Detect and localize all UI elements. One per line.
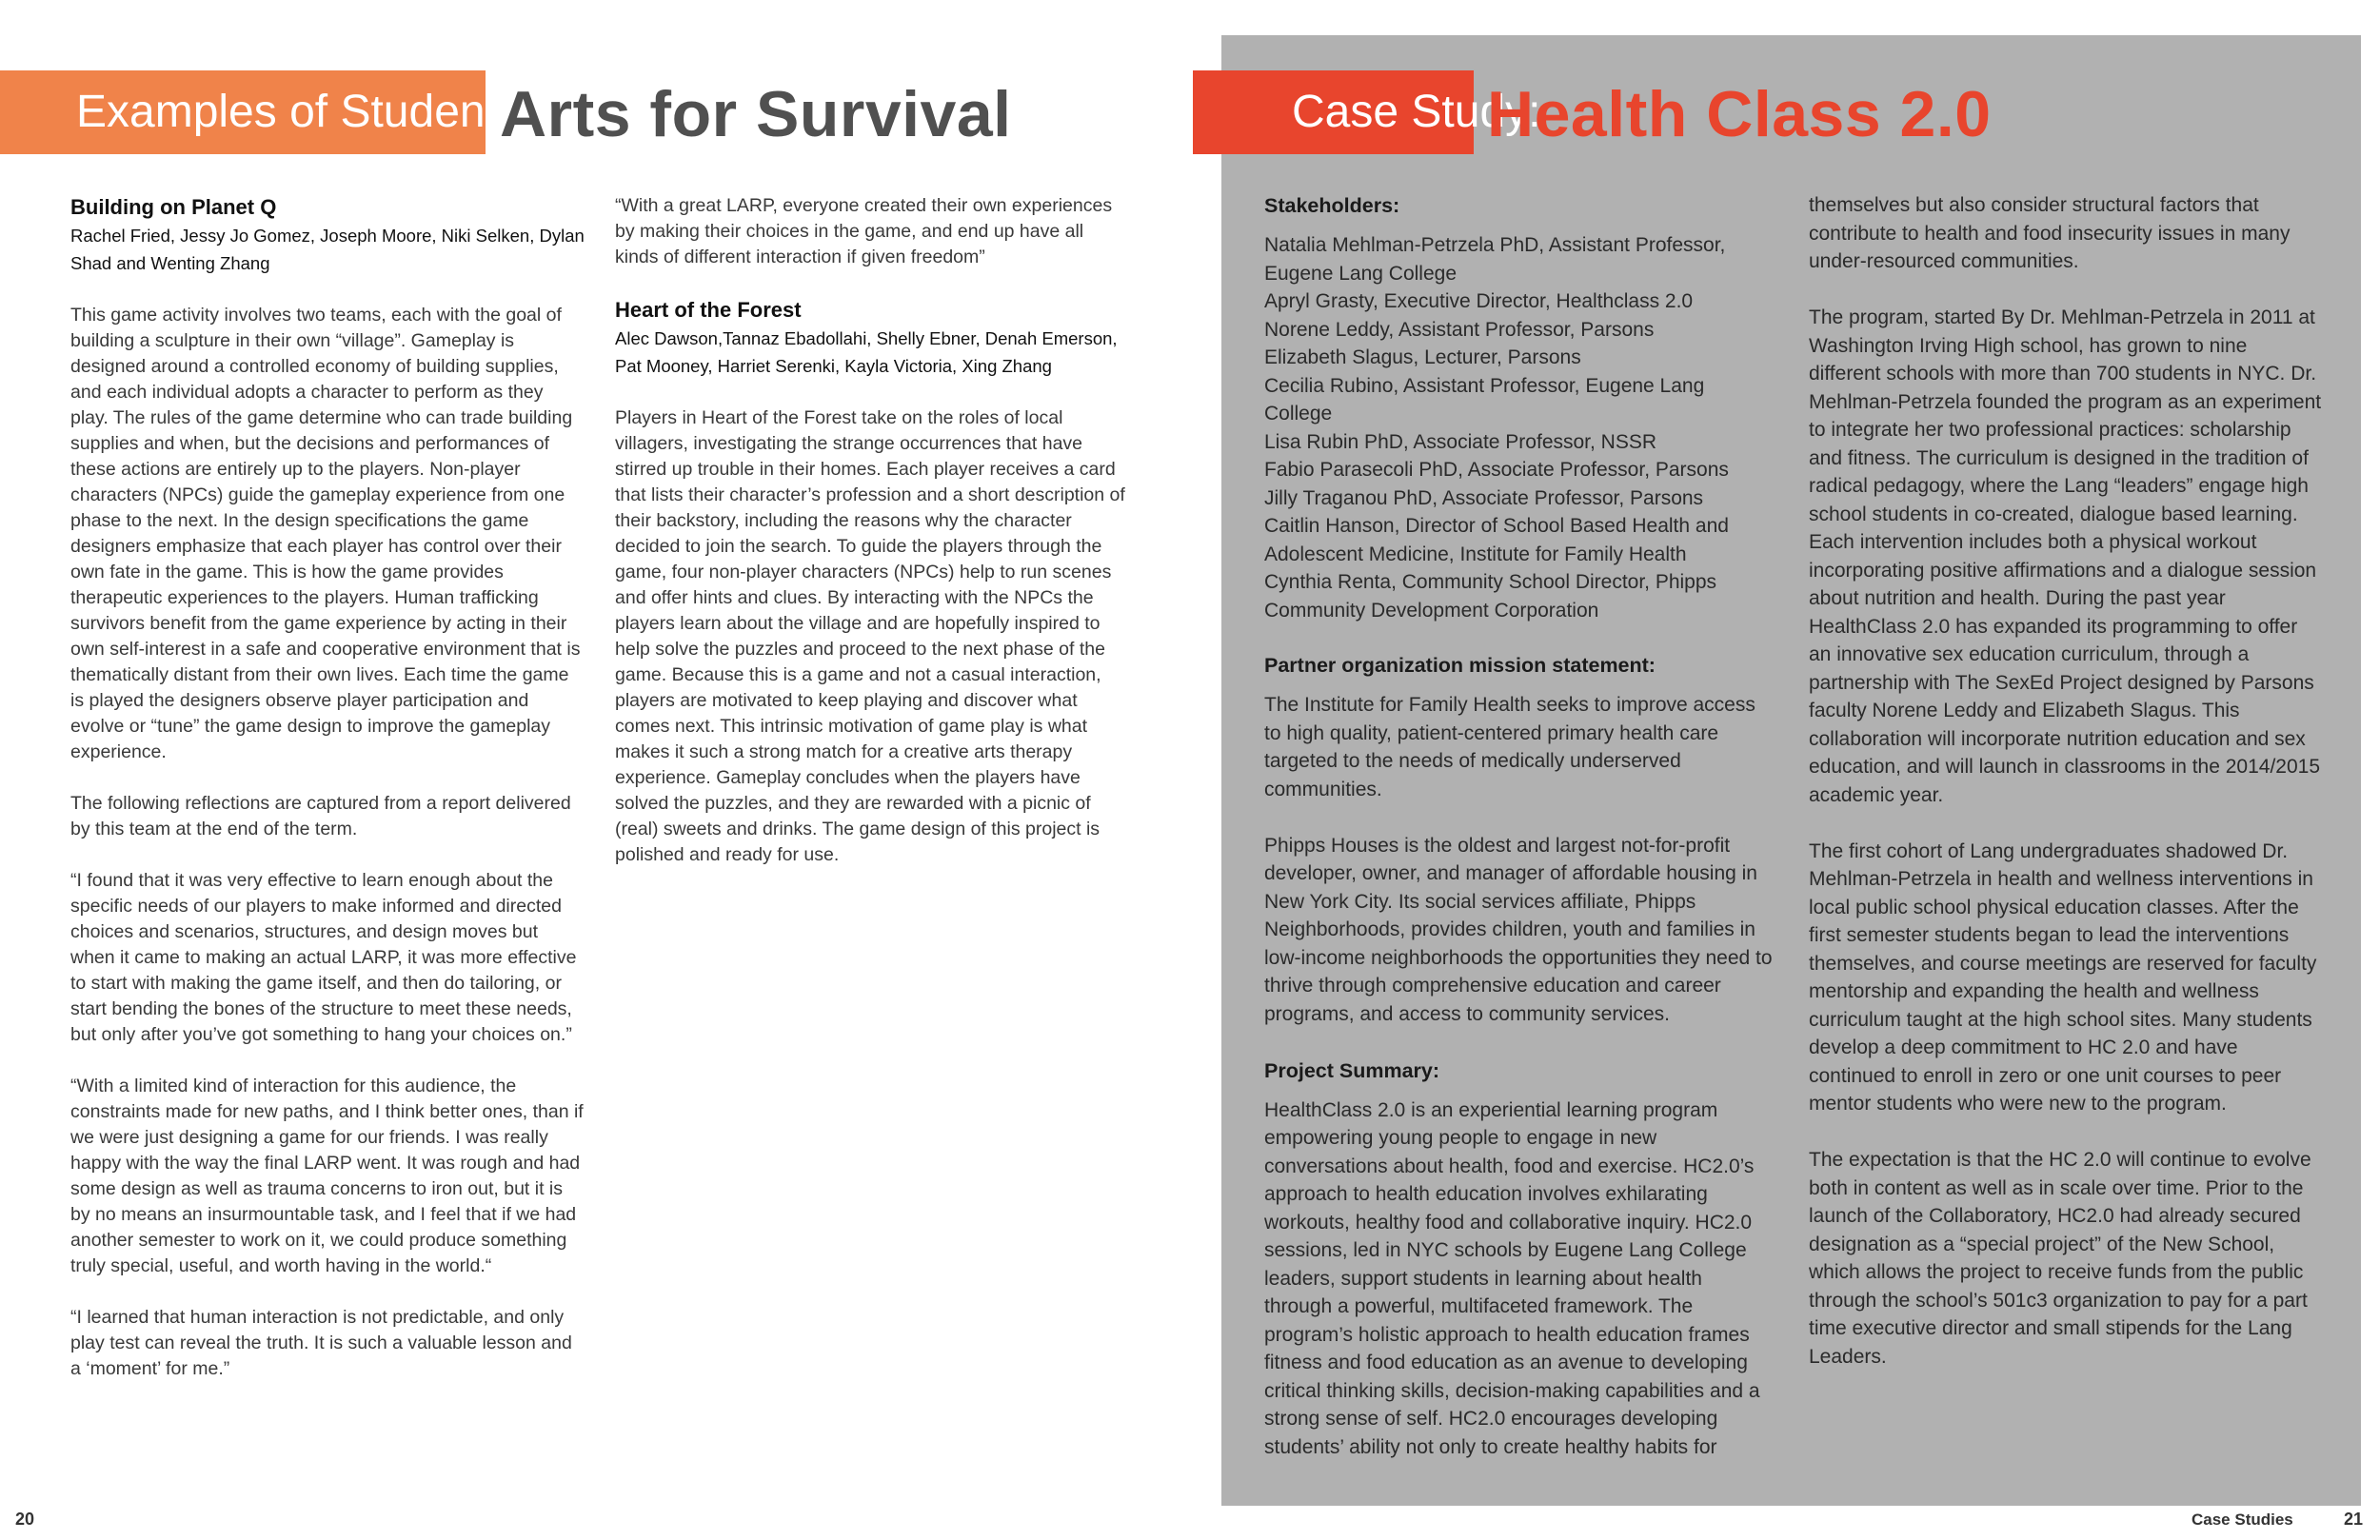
paragraph: The Institute for Family Health seeks to improve access to high quality, patient-centered primary health care targeted to the needs of medically underserved communities. [1264, 694, 1755, 800]
case-study-title: Health Class 2.0 [1487, 78, 1992, 150]
list-item: Norene Leddy, Assistant Professor, Parsons [1264, 318, 1655, 341]
paragraph: This game activity involves two teams, each with the goal of building a sculpture in their own “village”. Gameplay is designed around a controlled economy of building supplies, and each individual adopts a character to perform as they play. The rules of the game determine who can trade building supplies and when, but the decisions and performances of these actions are entirely up to the players. Non-player characters (NPCs) guide the gameplay experience from one phase to the next. In the design specifications the game designers emphasize that each player has control over their own fate in the game. This is how the game provides therapeutic experiences to the players. Human trafficking survivors benefit from the game experience by acting in their own self-interest in a safe and cooperative environment that is thematically distant from their own lives. Each time the game is played the designers observe player participation and evolve or “tune” the game design to improve the gameplay experience. [70, 305, 581, 762]
section-heading: Building on Planet Q [70, 195, 277, 219]
mission-heading: Partner organization mission statement: [1264, 654, 1656, 677]
footer-section-label: Case Studies [2192, 1510, 2293, 1529]
quote: “I learned that human interaction is not predictable, and only play test can reveal the truth. It is such a valuable lesson and a ‘moment’ for me.” [70, 1307, 572, 1379]
quote: “With a limited kind of interaction for this audience, the constraints made for new paths, and I think better ones, than if we were just designing a game for our friends. I was really happy with the way the final LARP went. It was rough and had some design as well as trauma concerns to iron out, but it is by no means an insurmountable task, and I feel that if we had another semester to work on it, we could produce something truly special, useful, and worth having in the world.“ [70, 1076, 584, 1276]
quote: “With a great LARP, everyone created their own experiences by making their choices in the game, and end up have all kinds of different interaction if given freedom” [615, 195, 1113, 267]
list-item: Lisa Rubin PhD, Associate Professor, NSSR [1264, 430, 1657, 453]
list-item: Caitlin Hanson, Director of School Based Health and Adolescent Medicine, Institute for Family Health [1264, 515, 1729, 565]
paragraph: Players in Heart of the Forest take on the roles of local villagers, investigating the strange occurrences that have stirred up trouble in their homes. Each player receives a card that lists their character’s profession and a short description of their backstory, including the reasons why the character decided to join the search. To guide the players through the game, four non-player characters (NPCs) help to run scenes and offer hints and clues. By interacting with the NPCs the players learn about the village and are hopefully inspired to help solve the puzzles and proceed to the next phase of the game. Because this is a game and not a casual interaction, players are motivated to keep playing and discover what comes next. This intrinsic motivation of game play is what makes it such a strong match for a creative arts therapy experience. Gameplay concludes when the players have solved the puzzles, and they are rewarded with a picnic of (real) sweets and drinks. The game design of this project is polished and ready for use. [615, 407, 1125, 865]
list-item: Jilly Traganou PhD, Associate Professor, Parsons [1264, 486, 1704, 509]
case-study-column-1 [1264, 191, 1773, 1490]
paragraph: The expectation is that the HC 2.0 will continue to evolve both in content as well as in scale over time. Prior to the launch of the Collaboratory, HC2.0 had already secured designation as a “special project” of the New School, which allows the project to receive funds from the public through the school’s 501c3 organization to pay for a part time executive director and small stipends for the Lang Leaders. [1809, 1149, 2311, 1368]
paragraph: themselves but also consider structural factors that contribute to health and food insecurity issues in many under-resourced communities. [1809, 194, 2291, 272]
banner-label: Examples of Student Work: [76, 87, 629, 137]
case-study-column-2 [1809, 191, 2323, 1399]
left-column [70, 193, 585, 1408]
page-title: Arts for Survival [500, 78, 1012, 150]
authors: Rachel Fried, Jessy Jo Gomez, Joseph Moore, Niki Selken, Dylan Shad and Wenting Zhang [70, 226, 585, 273]
paragraph: Phipps Houses is the oldest and largest not-for-profit developer, owner, and manager of affordable housing in New York City. Its social services affiliate, Phipps Neighborhoods, provides children, youth and families in low-income neighborhoods the opportunities they need to thrive through comprehensive education and career programs, and access to community services. [1264, 834, 1773, 1025]
paragraph: HealthClass 2.0 is an experiential learning program empowering young people to engage in new conversations about health, food and exercise. HC2.0’s approach to health education involves exhilarating workouts, healthy food and collaborative inquiry. HC2.0 sessions, led in NYC schools by Eugene Lang College leaders, support students in learning about health through a powerful, multifaceted framework. The program’s holistic approach to health education frames fitness and food education as an avenue to developing critical thinking skills, decision-making capabilities and a strong sense of self. HC2.0 encourages developing students’ ability not only to create healthy habits for [1264, 1098, 1760, 1458]
paragraph: The following reflections are captured from a report delivered by this team at the end of the term. [70, 793, 571, 839]
stakeholder-list [1264, 231, 1773, 624]
summary-heading: Project Summary: [1264, 1058, 1440, 1082]
paragraph: The first cohort of Lang undergraduates shadowed Dr. Mehlman-Petrzela in health and wellness interventions in local public school physical education classes. After the first semester students began to lead the interventions themselves, and course meetings are reserved for faculty mentorship and expanding the health and wellness curriculum taught at the high school sites. Many students develop a deep commitment to HC 2.0 and have continued to enroll in zero or one unit courses to peer mentor students who were new to the program. [1809, 839, 2317, 1115]
list-item: Fabio Parasecoli PhD, Associate Professor, Parsons [1264, 459, 1729, 481]
section-banner [0, 70, 629, 154]
case-study-banner [1193, 70, 1541, 154]
middle-column [615, 193, 1129, 894]
list-item: Cecilia Rubino, Assistant Professor, Eugene Lang College [1264, 374, 1705, 424]
quote: “I found that it was very effective to learn enough about the specific needs of our players to make informed and directed choices and scenarios, structures, and design moves but when it came to making an actual LARP, it was more effective to start with making the game itself, and then do tailoring, or start bending the bones of the structure to meet these needs, but only after you’ve got something to hang your choices on.” [70, 870, 577, 1045]
authors: Alec Dawson,Tannaz Ebadollahi, Shelly Ebner, Denah Emerson, Pat Mooney, Harriet Serenki, Kayla Victoria, Xing Zhang [615, 328, 1118, 376]
page-number-left: 20 [15, 1510, 35, 1529]
list-item: Elizabeth Slagus, Lecturer, Parsons [1264, 346, 1581, 368]
stakeholders-heading: Stakeholders: [1264, 194, 1400, 217]
section-heading: Heart of the Forest [615, 298, 802, 322]
page-number-right: 21 [2344, 1510, 2364, 1529]
case-study-label: Case Study: [1292, 87, 1541, 137]
list-item: Apryl Grasty, Executive Director, Healthclass 2.0 [1264, 290, 1694, 312]
list-item: Natalia Mehlman-Petrzela PhD, Assistant Professor, Eugene Lang College [1264, 234, 1726, 285]
list-item: Cynthia Renta, Community School Director, Phipps Community Development Corporation [1264, 571, 1717, 622]
paragraph: The program, started By Dr. Mehlman-Petrzela in 2011 at Washington Irving High school, has grown to nine different schools with more than 700 students in NYC. Dr. Mehlman-Petrzela founded the program as an experiment to integrate her two professional practices: scholarship and fitness. The curriculum is designed in the tradition of radical pedagogy, where the Lang “leaders” engage high school students in co-created, dialogue based learning. Each intervention includes both a physical workout incorporating positive affirmations and a dialogue session about nutrition and health. During the past year HealthClass 2.0 has expanded its programming to offer an innovative sex education curriculum, through a partnership with The SexEd Project designed by Parsons faculty Norene Leddy and Elizabeth Slagus. This collaboration will incorporate nutrition education and sex education, and will launch in classrooms in the 2014/2015 academic year. [1809, 306, 2322, 806]
